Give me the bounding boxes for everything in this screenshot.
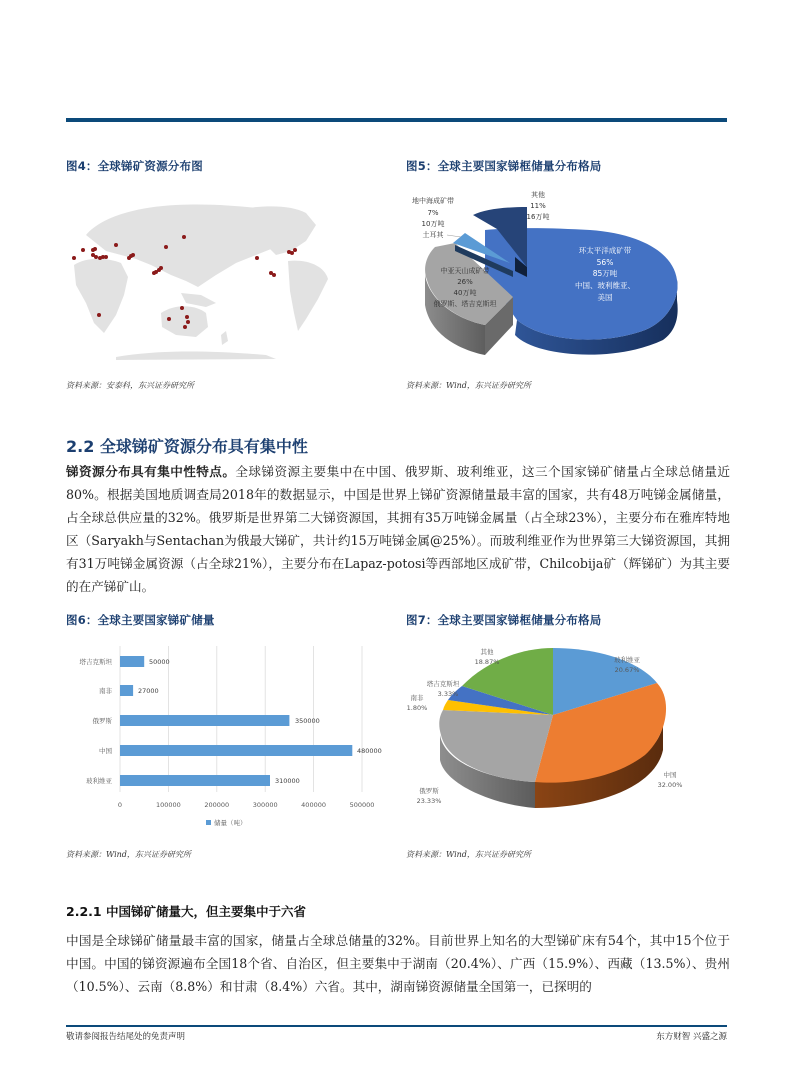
fig5-label-pacific-regions1: 中国、玻利维亚、	[575, 281, 635, 290]
fig6-source: 资料来源：Wind，东兴证券研究所	[66, 850, 191, 859]
fig7-label-russia-pct: 23.33%	[416, 797, 442, 805]
fig7-label-south-africa-name: 南非	[410, 694, 424, 702]
fig5-label-other-name: 其他	[531, 191, 545, 199]
fig6-bar-tajikistan	[120, 656, 144, 667]
fig5-label-mediterranean-regions: 土耳其	[422, 231, 444, 239]
subsection-heading: 2.2.1 中国锑矿储量大，但主要集中于六省	[66, 904, 306, 919]
fig7-label-tajikistan-pct: 3.33%	[437, 690, 459, 698]
fig7-label-bolivia-pct: 20.67%	[614, 666, 640, 674]
fig6-tick-3: 300000	[252, 801, 278, 809]
fig5-label-central-asia-amount: 40万吨	[453, 289, 477, 297]
fig6-bar-china	[120, 745, 352, 756]
fig6-cat-bolivia: 玻利维亚	[86, 777, 112, 785]
footer-rule	[66, 1025, 727, 1027]
fig6-title: 图6：全球主要国家锑矿储量	[66, 613, 215, 627]
fig7-pie-chart	[405, 640, 695, 825]
fig7-source: 资料来源：Wind，东兴证券研究所	[406, 850, 531, 859]
fig6-bar-south-africa	[120, 685, 133, 696]
section-body: 全球锑资源主要集中在中国、俄罗斯、玻利维亚，这三个国家锑矿储量占全球总储量近80%。根据美国地质调查局2018年的数据显示，中国是世界上锑矿资源储量最丰富的国家，共有48万吨锑金属储量，占全球总供应量的32%。俄罗斯是世界第二大锑资源国，其拥有35万吨锑金属量（占全球23%），主要分布在雅库特地区（Saryakh与Sentachan为俄最大锑矿，共计约15万吨锑金属@25%）。而玻利维亚作为世界第三大锑资源国，其拥有31万吨锑金属资源（占全球21%），主要分布在Lapaz-potosi等西部地区成矿带，Chilcobija矿（辉锑矿）为其主要的在产锑矿山。	[66, 464, 731, 594]
fig5-label-central-asia-pct: 26%	[457, 278, 473, 286]
fig5-label-central-asia-regions: 俄罗斯、塔吉克斯坦	[433, 300, 497, 308]
fig5-label-pacific-name: 环太平洋成矿带	[578, 246, 632, 255]
fig7-label-bolivia-name: 玻利维亚	[614, 656, 640, 664]
fig7-label-tajikistan-name: 塔吉克斯坦	[426, 680, 460, 688]
fig5-label-mediterranean-name: 地中海成矿带	[412, 197, 454, 205]
footer-disclaimer: 敬请参阅报告结尾处的免责声明	[66, 1032, 186, 1042]
fig7-label-other-name: 其他	[480, 648, 494, 656]
fig6-cat-south-africa: 南非	[99, 687, 112, 695]
fig6-val-south-africa: 27000	[138, 687, 159, 695]
fig7-label-russia-name: 俄罗斯	[419, 787, 439, 795]
subsection-paragraph: 中国是全球锑矿储量最丰富的国家，储量占全球总储量的32%。目前世界上知名的大型锑矿床有54个，其中15个位于中国。中国的锑资源遍布全国18个省、自治区，但主要集中于湖南（20.4%）、广西（15.9%）、西藏（13.5%）、贵州（10.5%）、云南（8.8%）和甘肃（8.4%）六省。其中，湖南锑资源储量全国第一，已探明的	[66, 933, 730, 994]
fig6-tick-4: 400000	[301, 801, 327, 809]
fig6-val-bolivia: 310000	[275, 777, 300, 785]
fig6-bar-bolivia	[120, 775, 270, 786]
fig5-label-pacific-amount: 85万吨	[592, 269, 618, 278]
fig5-label-pacific-pct: 56%	[596, 258, 614, 267]
header-rule	[66, 118, 727, 122]
fig7-label-other-pct: 18.87%	[474, 658, 500, 666]
fig7-label-china-pct: 32.00%	[657, 781, 683, 789]
fig6-cat-tajikistan: 塔吉克斯坦	[79, 658, 112, 666]
fig5-title: 图5：全球主要国家锑框储量分布格局	[406, 159, 602, 173]
fig7-label-china-name: 中国	[663, 771, 677, 779]
fig6-tick-5: 500000	[349, 801, 375, 809]
fig6-cat-russia: 俄罗斯	[92, 717, 112, 725]
footer-slogan: 东方财智 兴盛之源	[656, 1032, 727, 1042]
section-heading: 2.2 全球锑矿资源分布具有集中性	[66, 437, 308, 456]
fig5-label-central-asia-name: 中亚天山成矿带	[440, 267, 490, 275]
fig6-val-tajikistan: 50000	[149, 658, 170, 666]
fig6-tick-2: 200000	[204, 801, 230, 809]
fig5-label-other-amount: 16万吨	[526, 213, 550, 221]
world-map	[66, 195, 356, 365]
section-lead: 锑资源分布具有集中性特点。	[66, 464, 236, 479]
fig5-pie-chart	[405, 185, 695, 370]
fig6-legend-label: 储量（吨）	[214, 819, 247, 827]
fig5-label-other-pct: 11%	[530, 202, 546, 210]
fig6-tick-1: 100000	[155, 801, 181, 809]
fig5-label-pacific-regions2: 美国	[597, 293, 613, 302]
fig6-legend-swatch	[206, 820, 211, 825]
fig6-bar-chart	[66, 640, 396, 840]
fig6-tick-0: 0	[117, 801, 123, 809]
fig6-cat-china: 中国	[99, 747, 112, 755]
fig4-source: 资料来源：安泰科，东兴证券研究所	[66, 381, 194, 390]
fig6-val-china: 480000	[357, 747, 382, 755]
fig6-val-russia: 350000	[295, 717, 320, 725]
fig6-bar-russia	[120, 715, 289, 726]
fig7-title: 图7：全球主要国家锑框储量分布格局	[406, 613, 602, 627]
section-paragraph	[66, 460, 730, 598]
fig4-title: 图4：全球锑矿资源分布图	[66, 159, 203, 173]
fig5-label-mediterranean-pct: 7%	[427, 209, 439, 217]
fig5-source: 资料来源：Wind，东兴证券研究所	[406, 381, 531, 390]
fig7-label-south-africa-pct: 1.80%	[406, 704, 428, 712]
fig5-label-mediterranean-amount: 10万吨	[421, 220, 445, 228]
